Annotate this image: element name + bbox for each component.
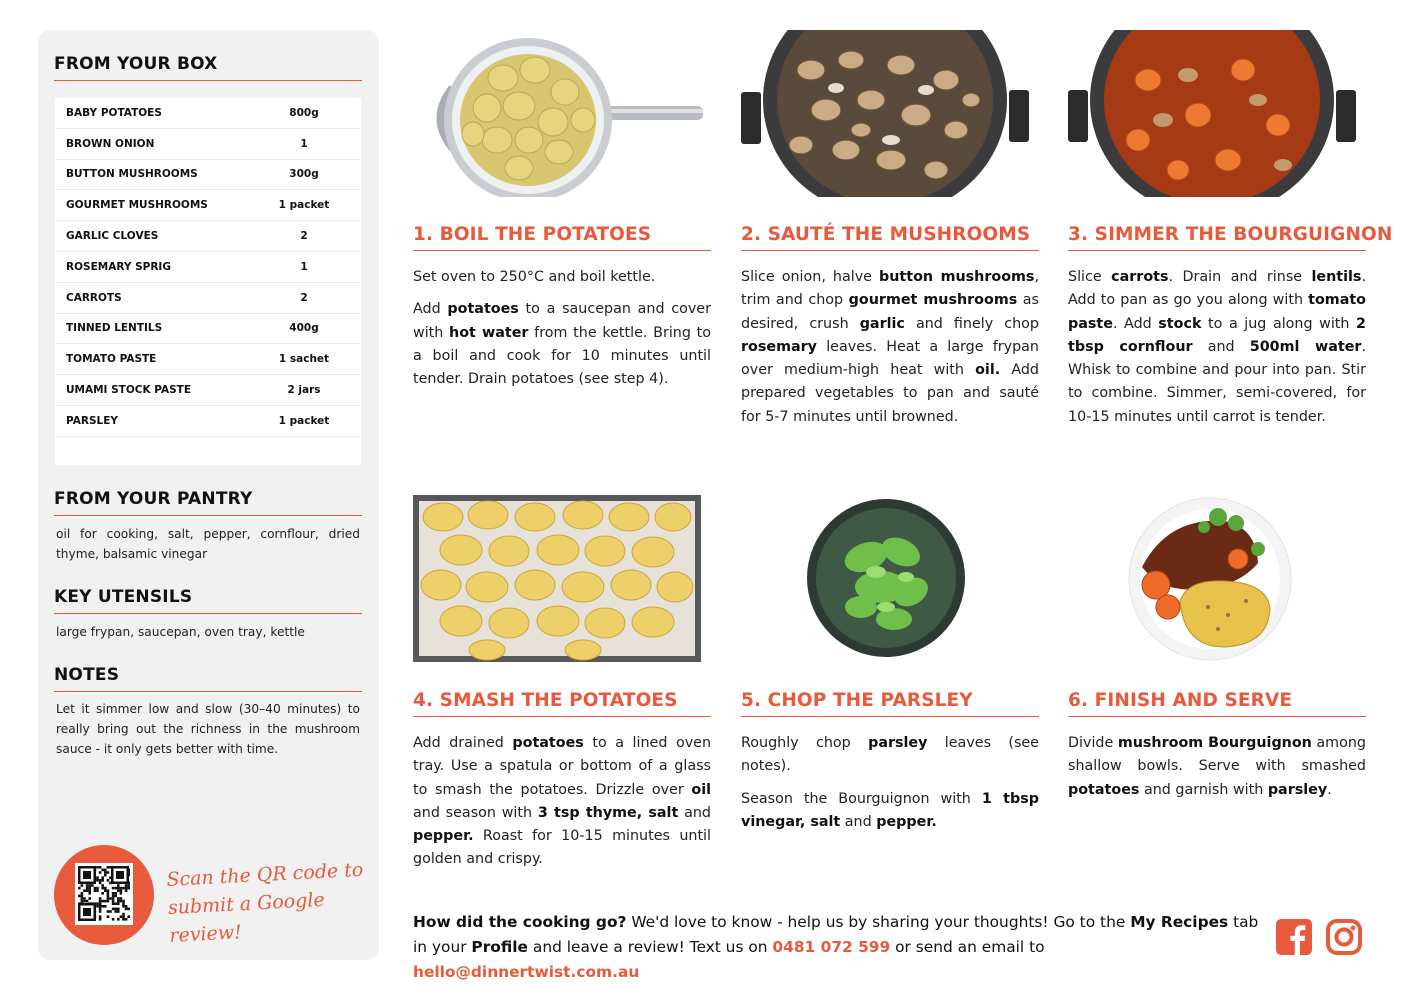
step-paragraph <box>1068 266 1366 429</box>
footer-emphasis: How did the cooking go? <box>413 913 627 931</box>
ingredient-emphasis: 1 tbsp vinegar, salt <box>741 790 1039 830</box>
ingredient-name: PARSLEY <box>66 414 118 427</box>
step-text: as desired, crush <box>741 292 1039 332</box>
ingredient-row <box>55 406 361 437</box>
ingredient-emphasis: parsley <box>1267 781 1328 798</box>
step-1-body <box>413 266 711 400</box>
ingredient-qty: 300g <box>289 168 319 181</box>
from-your-pantry-heading: FROM YOUR PANTRY <box>54 489 362 516</box>
pan-bourguignon-photo <box>1068 30 1356 197</box>
step-paragraph <box>413 298 711 391</box>
ingredient-qty: 1 packet <box>278 199 330 212</box>
footer-emphasis: Profile <box>471 938 528 956</box>
step-text: Divide <box>1068 735 1118 751</box>
ingredient-emphasis: potatoes <box>447 301 519 318</box>
step-paragraph <box>741 788 1039 835</box>
from-your-box-heading: FROM YOUR BOX <box>54 54 362 81</box>
ingredient-emphasis: lentils <box>1311 269 1362 285</box>
step-5-title: 5. CHOP THE PARSLEY <box>741 690 1039 717</box>
step-text: . Add to pan as go you along with <box>1068 269 1366 309</box>
bowl-parsley-photo <box>806 497 966 659</box>
step-text: . Add <box>1112 315 1159 332</box>
step-text: to a saucepan and cover with <box>413 301 711 341</box>
step-text: Slice onion, halve <box>741 269 880 285</box>
plated-dish-photo <box>1128 497 1292 661</box>
step-text: Set oven to 250°C and boil kettle. <box>413 269 656 285</box>
step-text: Add prepared vegetables to pan and sauté for 5-7 minutes until browned. <box>741 362 1039 425</box>
sidebar <box>38 30 379 960</box>
step-text: and <box>840 813 877 830</box>
step-3-body <box>1068 266 1366 438</box>
instagram-icon[interactable] <box>1325 918 1363 956</box>
ingredient-qty: 1 sachet <box>278 353 330 366</box>
ingredient-name: CARROTS <box>66 291 122 304</box>
ingredient-qty: 400g <box>289 322 319 335</box>
ingredient-emphasis: hot water <box>449 324 529 341</box>
step-5-body <box>741 732 1039 843</box>
step-4-body <box>413 732 711 881</box>
ingredient-qty: 2 <box>300 230 308 243</box>
step-6-body <box>1068 732 1366 811</box>
ingredients-table <box>55 98 361 465</box>
footer-text: and leave a review! Text us on <box>528 938 773 956</box>
step-text: Add drained <box>413 735 513 751</box>
step-text: to a jug along with <box>1201 315 1357 332</box>
qr-code-icon[interactable] <box>75 863 133 925</box>
ingredient-row <box>55 375 361 406</box>
utensils-text: large frypan, saucepan, oven tray, kettle <box>56 625 305 639</box>
facebook-icon[interactable] <box>1275 918 1313 956</box>
ingredient-emphasis: parsley <box>868 735 928 751</box>
step-text: among shallow bowls. Serve with smashed <box>1068 735 1366 775</box>
ingredient-name: BROWN ONION <box>66 137 155 150</box>
step-text: Roughly chop <box>741 735 869 751</box>
ingredient-qty: 1 <box>300 260 308 273</box>
key-utensils-heading: KEY UTENSILS <box>54 587 362 614</box>
footer-text: We'd love to know - help us by sharing your thoughts! Go to the <box>626 913 1131 931</box>
ingredient-row <box>55 283 361 314</box>
step-paragraph <box>413 266 711 289</box>
ingredient-qty: 1 packet <box>278 414 330 427</box>
step-text: Add <box>413 301 448 318</box>
ingredient-qty: 800g <box>289 106 319 119</box>
step-text: to a lined oven tray. Use a spatula or bottom of a glass to smash the potatoes. Drizzle over <box>413 735 712 798</box>
qr-badge <box>54 845 154 945</box>
ingredient-qty: 1 <box>300 137 308 150</box>
ingredient-name: GOURMET MUSHROOMS <box>66 199 208 212</box>
step-3-title: 3. SIMMER THE BOURGUIGNON <box>1068 224 1366 251</box>
step-2-title: 2. SAUTÉ THE MUSHROOMS <box>741 224 1039 251</box>
ingredient-emphasis: carrots <box>1111 269 1169 285</box>
ingredient-row <box>55 160 361 191</box>
qr-caption-line-2: submit a Google review! <box>167 888 326 947</box>
footer-text: or send an email to <box>890 938 1045 956</box>
ingredient-row <box>55 190 361 221</box>
contact-link[interactable]: 0481 072 599 <box>772 938 891 956</box>
oven-tray-potatoes-photo <box>413 495 701 662</box>
step-text: leaves (see notes). <box>741 735 1039 775</box>
step-text: . Whisk to combine and pour into pan. Stir to combine. Simmer, semi-covered, for 10-15 minutes until carrot is tender. <box>1068 338 1366 425</box>
ingredient-emphasis: button mushrooms <box>879 269 1035 285</box>
step-text: Season the Bourguignon with <box>741 790 982 807</box>
ingredient-name: UMAMI STOCK PASTE <box>66 384 192 397</box>
ingredient-name: TINNED LENTILS <box>66 322 163 335</box>
step-paragraph <box>741 732 1039 779</box>
ingredient-emphasis: mushroom Bourguignon <box>1117 735 1312 751</box>
step-2-body <box>741 266 1039 438</box>
ingredient-row <box>55 98 361 129</box>
ingredient-emphasis: stock <box>1158 315 1202 332</box>
step-text: and <box>678 804 711 821</box>
ingredient-emphasis: tomato paste <box>1068 292 1366 332</box>
ingredient-emphasis: 3 tsp thyme, salt <box>537 804 679 821</box>
ingredient-row <box>55 344 361 375</box>
ingredient-name: BABY POTATOES <box>66 106 162 119</box>
notes-text: Let it simmer low and slow (30–40 minutes) to really bring out the richness in the mushroom sauce - it only gets better with time. <box>56 702 360 756</box>
ingredient-name: BUTTON MUSHROOMS <box>66 168 198 181</box>
ingredient-emphasis: pepper. <box>413 828 474 845</box>
ingredient-row <box>55 221 361 252</box>
step-text: . <box>1327 781 1332 798</box>
step-text: leaves. Heat a large frypan over medium-high heat with <box>741 338 1039 379</box>
footer-text: tab in your <box>413 913 1259 956</box>
step-text: , trim and chop <box>741 269 1039 309</box>
qr-caption-line-1: Scan the QR code to <box>165 858 364 892</box>
feedback-footer <box>413 910 1263 985</box>
ingredient-qty: 2 jars <box>287 384 321 397</box>
ingredient-emphasis: rosemary <box>741 338 817 355</box>
ingredient-row <box>55 129 361 160</box>
step-text: and season with <box>413 804 538 821</box>
step-text: Slice <box>1068 269 1112 285</box>
ingredient-row <box>55 252 361 283</box>
ingredient-emphasis: 500ml water <box>1249 338 1362 355</box>
step-paragraph <box>1068 732 1366 802</box>
footer-emphasis: My Recipes <box>1130 913 1229 931</box>
step-paragraph <box>413 732 711 872</box>
frypan-mushrooms-photo <box>741 30 1029 197</box>
step-1-title: 1. BOIL THE POTATOES <box>413 224 711 251</box>
step-text: Roast for 10-15 minutes until golden and crispy. <box>413 828 711 868</box>
ingredient-emphasis: potatoes <box>512 735 584 751</box>
ingredient-row <box>55 314 361 345</box>
ingredient-name: TOMATO PASTE <box>66 353 157 366</box>
ingredient-name: ROSEMARY SPRIG <box>66 260 171 273</box>
saucepan-potatoes-photo <box>413 30 711 197</box>
ingredient-emphasis: pepper. <box>876 813 937 830</box>
notes-heading: NOTES <box>54 665 362 692</box>
ingredient-emphasis: potatoes <box>1068 781 1140 798</box>
ingredient-name: GARLIC CLOVES <box>66 230 159 243</box>
ingredient-qty: 2 <box>300 291 308 304</box>
step-6-title: 6. FINISH AND SERVE <box>1068 690 1366 717</box>
ingredient-emphasis: 2 tbsp cornflour <box>1068 315 1366 355</box>
contact-link[interactable]: hello@dinnertwist.com.au <box>413 963 640 981</box>
step-text: and finely chop <box>904 315 1039 332</box>
step-4-title: 4. SMASH THE POTATOES <box>413 690 711 717</box>
qr-caption <box>166 855 381 950</box>
step-text: from the kettle. Bring to a boil and cook for 10 minutes until tender. Drain potatoes (see step 4). <box>413 324 711 388</box>
ingredient-emphasis: garlic <box>859 315 905 332</box>
step-text: and garnish with <box>1139 781 1268 798</box>
step-paragraph <box>741 266 1039 429</box>
step-text: . Drain and rinse <box>1168 269 1312 285</box>
ingredient-emphasis: oil <box>691 781 711 798</box>
ingredient-emphasis: oil. <box>975 362 1001 379</box>
ingredient-emphasis: gourmet mushrooms <box>848 292 1018 309</box>
pantry-text: oil for cooking, salt, pepper, cornflour, dried thyme, balsamic vinegar <box>56 527 360 561</box>
step-text: and <box>1192 338 1250 355</box>
